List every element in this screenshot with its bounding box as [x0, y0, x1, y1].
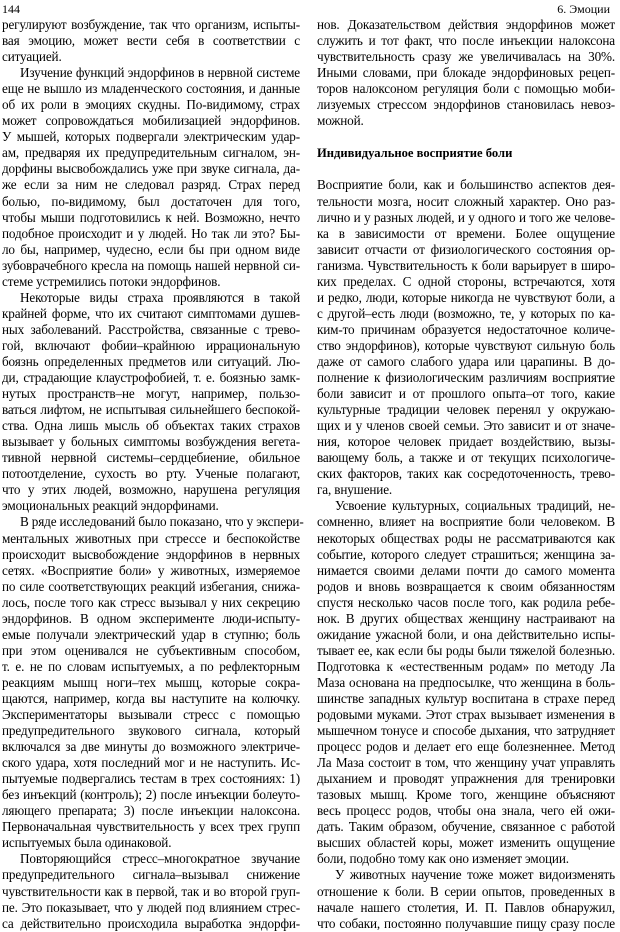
text-line: ства. Одна лишь мысль об объектах таких страхов — [2, 418, 300, 434]
text-line: стеме устремились потоки эндорфинов. — [2, 273, 221, 289]
text-line: подобное происходит и у людей. Но так ли это? Бы- — [2, 225, 300, 241]
text-line: ожидание ужасной боли, и она действительно испы- — [317, 626, 615, 642]
text-line: процесс родов и делает его еще болезненнее. Метод — [317, 739, 615, 755]
text-line: Усвоение культурных, социальных традиций, не- — [335, 498, 615, 514]
text-line: тазовых мышц. Кроме того, женщине объясняют — [317, 787, 615, 803]
text-line: В ряде исследований было показано, что у экспери- — [20, 514, 304, 530]
text-line: можной. — [317, 113, 364, 129]
text-line: Ла Маза состоит в том, что женщину учат управлять — [317, 755, 615, 771]
text-line: болью, по-видимому, был достаточен для того, — [2, 193, 300, 209]
text-line: вая эмоцию, может вести себя в соответствии с — [2, 33, 300, 49]
text-line: У мышей, которых подвергали электрическим удар- — [2, 129, 300, 145]
text-line: об их роли в эмоциях скудны. По-видимому, страх — [2, 97, 300, 113]
text-line: родов и вновь возвращается к своим обязанностям — [317, 578, 615, 594]
text-line: служить и тот факт, что после инъекции налоксона — [317, 33, 615, 49]
text-line: что собаки, постоянно получавшие пищу сразу после — [317, 915, 615, 931]
text-line: пытуемые подвергались тестам в трех состояниях: 1) — [2, 771, 300, 787]
text-line: полнение к физиологическим различиям восприятие — [317, 370, 615, 386]
text-line: ментальных животных при стрессе и беспокойстве — [2, 530, 300, 546]
text-line: вающему боль, а также и от текущих психологиче- — [317, 450, 615, 466]
right-column-continuation — [317, 17, 615, 129]
text-line: предупредительного звукового сигнала, который — [2, 723, 300, 739]
text-line: высших областей коры, может изменить ощущение — [317, 835, 615, 851]
text-line: происходит высвобождение эндорфинов в нервных — [2, 546, 300, 562]
text-line: пе. Это показывает, что у людей под влиянием стрес- — [2, 899, 300, 915]
text-line: нов. Доказательством действия эндорфинов может — [317, 17, 615, 32]
text-line: ситуацией. — [2, 49, 62, 65]
text-line: тельности мозга, носит сложный характер. Оно раз- — [317, 193, 615, 209]
page-number: 144 — [2, 2, 20, 16]
text-line: Изучение функций эндорфинов в нервной системе — [20, 65, 300, 81]
text-line: зубоврачебного кресла на помощь нашей нервной си- — [2, 257, 300, 273]
text-line: чувствительности как в первой, так и во второй груп- — [2, 883, 300, 899]
text-line: включался за две минуты до возможного электриче- — [2, 739, 300, 755]
text-line: емые получали электрический удар в ступню; боль — [2, 626, 300, 642]
text-line: дыханием и проводят упражнения для тренировки — [317, 771, 615, 787]
text-line: гой, включают фобии–крайнюю иррациональную — [2, 337, 300, 353]
text-line: боли зависит и от прошлого опыта–от того, какие — [317, 386, 615, 402]
text-line: ского удара, хотя последний мог и не наступить. Ис- — [2, 755, 300, 771]
text-line: регулируют возбуждение, так что организм, испыты- — [2, 17, 300, 32]
text-line: испытуемых была одинаковой. — [2, 835, 172, 851]
text-line: реакциям мышц ноги–тех мышц, которые сокра- — [2, 674, 300, 690]
text-line: эмоциональных реакций эндорфинами. — [2, 498, 219, 514]
text-line: с другой–есть люди (возможно, те, у которых по ка- — [317, 305, 615, 321]
page-header — [0, 2, 620, 16]
text-line: ваться лифтом, не испытывая сильнейшего беспокой- — [2, 402, 300, 418]
text-line: спустя несколько часов после того, как родила ребе- — [317, 594, 615, 610]
right-column — [317, 17, 615, 931]
text-line: т. е. не по словам испытуемых, а по рефлекторным — [2, 658, 300, 674]
text-line: весь процесс родов, чтобы она знала, чего ей ожи- — [317, 803, 615, 819]
text-line: Некоторые виды страха проявляются в такой — [20, 289, 300, 305]
text-line: и редко, люди, которые никогда не чувствуют боли, а — [317, 289, 615, 305]
text-line: ских факторов, таких как сосредоточенность, трево- — [317, 466, 615, 482]
text-line: ганизма. Чувствительность к боли варьирует в широ- — [317, 257, 615, 273]
text-line: потоотделение, сухость во рту. Ученые полагают, — [2, 466, 300, 482]
text-line: Подготовка к «естественным родам» по методу Ла — [317, 658, 615, 674]
text-line: при этом оценивался не субъективным способом, — [2, 642, 300, 658]
text-line: ния, которое человек придает воздействию, вызы- — [317, 434, 615, 450]
text-line: же если за ним не следовал разряд. Страх перед — [2, 177, 300, 193]
text-line: начале нашего столетия, И. П. Павлов обнаружил, — [317, 899, 615, 915]
text-line: Иными словами, при блокаде эндорфиновых рецеп- — [317, 65, 615, 81]
text-line: У животных научение тоже может видоизменять — [335, 867, 615, 883]
text-line: ам, предваряя их предупредительным сигналом, эн- — [2, 145, 300, 161]
text-line: ло бы, например, чудесно, если бы при одном виде — [2, 241, 300, 257]
text-line: нок. В других обществах женщину настраивают на — [317, 610, 615, 626]
text-line: щаются, например, когда вы наступите на колючку. — [2, 690, 300, 706]
text-line: щих и у членов своей семьи. Это зависит и от значе- — [317, 418, 615, 434]
text-line: Маза основана на предпосылке, что женщина в боль- — [317, 674, 615, 690]
text-line: даже от самого слабого удара или царапины. В до- — [317, 353, 615, 369]
text-line: сетях. «Восприятие боли» у животных, измеряемое — [2, 562, 300, 578]
text-line: без инъекций (контроль); 2) после инъекции болеуто- — [2, 787, 300, 803]
text-line: зависит отчасти от физиологического состояния ор- — [317, 241, 615, 257]
text-line: что у этих людей, возможно, нарушена регуляция — [2, 482, 300, 498]
text-line: чтобы мыши подготовились к ней. Возможно, нечто — [2, 209, 300, 225]
text-line: нимается своими делами почти до самого момента — [317, 562, 615, 578]
running-head: 6. Эмоции — [557, 2, 610, 16]
text-line: нутых пространств–не могут, например, пользо- — [2, 386, 300, 402]
section-spacer — [317, 161, 615, 177]
text-line: са действительно происходила выработка эндорфи- — [2, 915, 300, 931]
text-line: может сопровождаться мобилизацией эндорфинов. — [2, 113, 300, 129]
text-line: боли, подобно тому как оно изменяет эмоции. — [317, 851, 569, 867]
text-line: Экспериментаторы вызывали стресс с помощью — [2, 707, 300, 723]
text-line: мышечном тонусе и способе дыхания, что затрудняет — [317, 723, 615, 739]
text-line: боязнь определенных предметов или ситуаций. Лю- — [2, 353, 300, 369]
text-line: событие, которого следует страшиться; женщина за- — [317, 546, 615, 562]
text-line: родовыми муками. Этот страх вызывает изменения в — [317, 707, 615, 723]
text-line: Повторяющийся стресс–многократное звучание — [20, 851, 300, 867]
text-line: тывает ее, как если бы роды были тяжелой болезнью. — [317, 642, 615, 658]
text-line: ляющего препарата; 3) после инъекции налоксона. — [2, 803, 300, 819]
text-line: вызывает у больных симптомы возбуждения вегета- — [2, 434, 300, 450]
text-line: культурные традиции человек перенял у окружаю- — [317, 402, 615, 418]
text-line: ных заболеваний. Расстройства, связанные с трево- — [2, 321, 300, 337]
text-line: по силе соответствующих реакций избегания, снижа- — [2, 578, 300, 594]
section-heading: Индивидуальное восприятие боли — [317, 146, 513, 161]
text-line: предупредительного сигнала–вызывал снижение — [2, 867, 300, 883]
text-line: сомненно, влияет на восприятие боли человеком. В — [317, 514, 615, 530]
text-line: шинстве западных культур воспитана в страхе перед — [317, 690, 615, 706]
text-line: лось, после того как стресс вызывал у них секрецию — [2, 594, 300, 610]
text-line: тивной нервной системы–сердцебиение, обильное — [2, 450, 300, 466]
text-line: еще не вышло из младенческого состояния, и данные — [2, 81, 300, 97]
text-line: торов налоксоном регуляция боли с помощью моби- — [317, 81, 615, 97]
text-line: ким-то причинам образуется недостаточное количе- — [317, 321, 615, 337]
text-line: лично и у разных людей, и у одного и того же челове- — [317, 209, 615, 225]
text-line: отношение к боли. В серии опытов, проведенных в — [317, 883, 615, 899]
text-line: га, внушение. — [317, 482, 393, 498]
text-line: Восприятие боли, как и большинство аспектов дея- — [317, 177, 615, 193]
text-line: ди, страдающие клаустрофобией, т. е. боязнью замк- — [2, 370, 300, 386]
section-spacer — [317, 129, 615, 145]
right-column-body — [317, 177, 615, 931]
text-line: дать. Таким образом, обучение, связанное с работой — [317, 819, 615, 835]
text-line: ка в зависимости от времени. Более ощущение — [317, 225, 615, 241]
text-line: некоторых обществах роды не рассматриваются как — [317, 530, 615, 546]
text-line: чувствительность сразу же увеличивалась на 30%. — [317, 49, 615, 65]
text-line: Первоначальная чувствительность у всех трех групп — [2, 819, 300, 835]
text-line: лизуемых стрессом эндорфинов становилась невоз- — [317, 97, 615, 113]
text-line: ство эндорфинов), которые чувствуют сильную боль — [317, 337, 615, 353]
text-line: крайней форме, что их считают симптомами душев- — [2, 305, 300, 321]
text-line: эндорфинов. В одном эксперименте люди-испыту- — [2, 610, 300, 626]
left-column — [2, 17, 304, 931]
text-line: дорфины высвобождались уже при звуке сигнала, да- — [2, 161, 300, 177]
text-line: ких пределах. С одной стороны, встречаются, хотя — [317, 273, 615, 289]
